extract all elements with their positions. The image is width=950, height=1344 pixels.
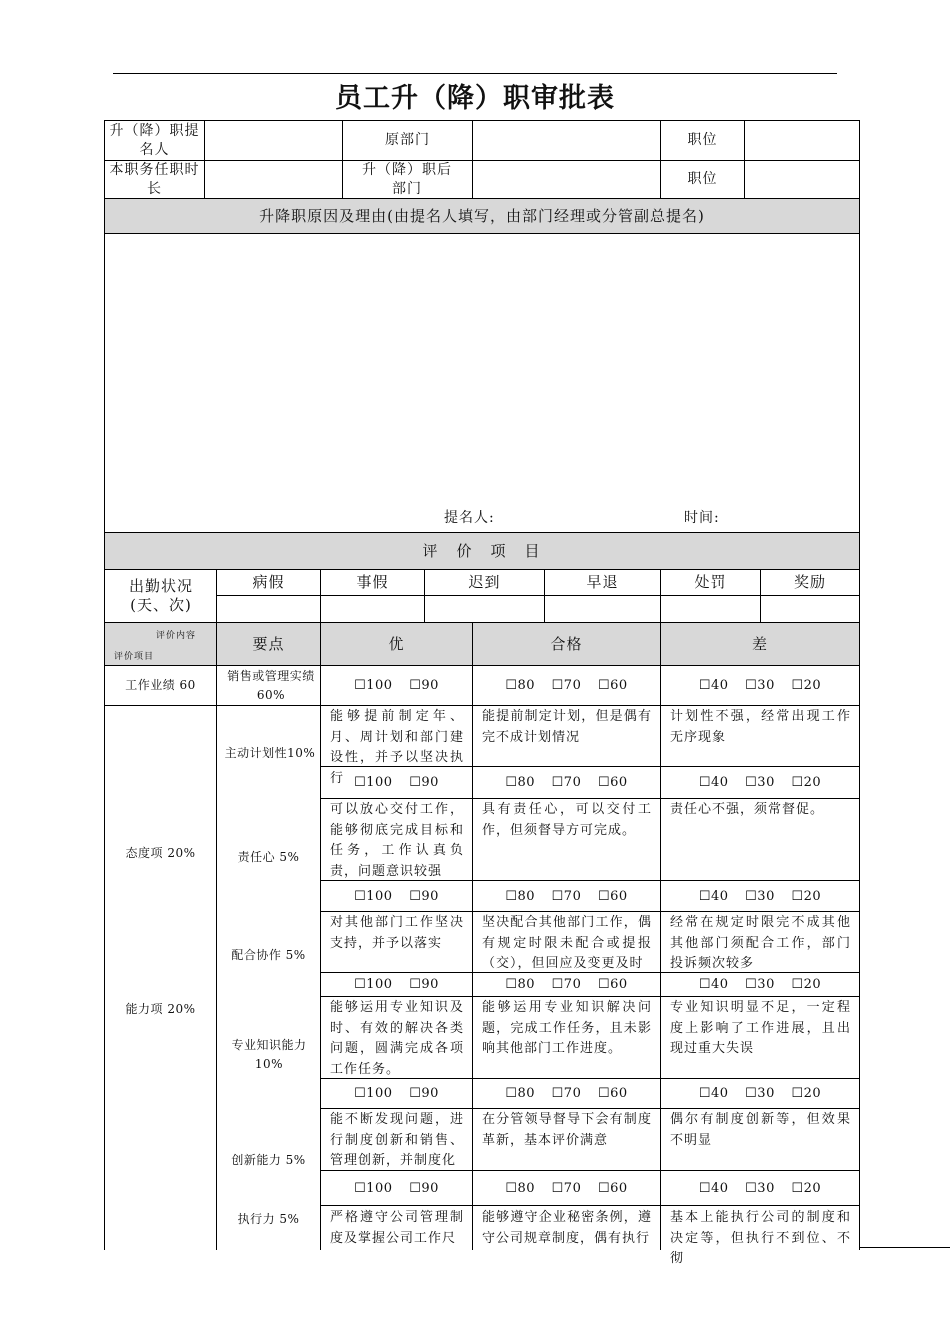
cb-responsibility-pass[interactable]: ☐80 ☐70 ☐60 bbox=[505, 888, 628, 904]
edge-rule bbox=[860, 1247, 950, 1248]
desc-planning-pass: 能提前制定计划，但是偶有完不成计划情况 bbox=[482, 709, 652, 745]
att-personal-label: 事假 bbox=[356, 573, 389, 591]
att-personal-field[interactable] bbox=[321, 596, 424, 622]
item-expertise: 专业知识能力10% bbox=[231, 1038, 307, 1071]
new-dept-label: 升（降）职后部门 bbox=[362, 161, 452, 197]
desc-innovation-excellent: 能不断发现问题，进行制度创新和销售、管理创新，并制度化 bbox=[330, 1112, 464, 1168]
tenure-label: 本职务任职时长 bbox=[109, 161, 200, 197]
cb-expertise-pass[interactable]: ☐80 ☐70 ☐60 bbox=[505, 1086, 628, 1101]
desc-responsibility-pass: 具有责任心，可以交付工作，但须督导方可完成。 bbox=[482, 802, 652, 838]
poor-header: 差 bbox=[751, 634, 768, 653]
reason-text-area[interactable] bbox=[105, 234, 859, 504]
cb-cooperation-pass[interactable]: ☐80 ☐70 ☐60 bbox=[505, 977, 628, 992]
nominee-field[interactable] bbox=[205, 121, 342, 160]
cb-expertise-excellent[interactable]: ☐100 ☐90 bbox=[354, 1086, 439, 1101]
desc-expertise-poor: 专业知识明显不足，一定程度上影响了工作进展，且出现过重大失误 bbox=[670, 1000, 851, 1056]
desc-planning-excellent: 能够提前制定年、月、周计划和部门建设性，并予以坚决执行 bbox=[330, 709, 464, 786]
att-reward-field[interactable] bbox=[761, 596, 859, 622]
cb-sales-excellent[interactable]: ☐100 ☐90 bbox=[354, 678, 439, 693]
att-penalty-label: 处罚 bbox=[694, 573, 727, 591]
cb-planning-poor[interactable]: ☐40 ☐30 ☐20 bbox=[698, 775, 822, 790]
pass-header: 合格 bbox=[550, 634, 583, 653]
att-reward-label: 奖励 bbox=[793, 573, 826, 591]
cb-sales-poor[interactable]: ☐40 ☐30 ☐20 bbox=[698, 678, 822, 693]
eval-heading: 评 价 项 目 bbox=[422, 541, 542, 560]
hline bbox=[320, 798, 860, 799]
cb-cooperation-excellent[interactable]: ☐100 ☐90 bbox=[354, 977, 439, 992]
vline bbox=[859, 120, 860, 1250]
hline bbox=[320, 1205, 860, 1206]
nominator-field[interactable] bbox=[514, 506, 674, 530]
desc-cooperation-pass: 坚决配合其他部门工作，偶有规定时限未配合或提报（交），但回应及变更及时 bbox=[482, 915, 652, 971]
item-planning: 主动计划性10% bbox=[224, 745, 316, 760]
cb-sales-pass[interactable]: ☐80 ☐70 ☐60 bbox=[505, 678, 628, 693]
cb-innovation-poor[interactable]: ☐40 ☐30 ☐20 bbox=[698, 1180, 822, 1196]
att-sick-field[interactable] bbox=[217, 596, 320, 622]
key-points-header: 要点 bbox=[252, 634, 285, 653]
hline bbox=[320, 996, 860, 997]
desc-planning-poor: 计划性不强，经常出现工作无序现象 bbox=[670, 709, 851, 745]
hline bbox=[104, 705, 860, 706]
top-rule bbox=[113, 73, 837, 74]
position-field[interactable] bbox=[745, 121, 859, 160]
reason-heading: 升降职原因及理由(由提名人填写，由部门经理或分管副总提名) bbox=[259, 206, 705, 225]
eval-content-label: 评价内容 bbox=[156, 631, 197, 641]
cb-planning-pass[interactable]: ☐80 ☐70 ☐60 bbox=[505, 775, 628, 790]
hline bbox=[320, 1108, 860, 1109]
desc-cooperation-excellent: 对其他部门工作坚决支持，并予以落实 bbox=[330, 915, 464, 951]
cb-expertise-poor[interactable]: ☐40 ☐30 ☐20 bbox=[698, 1086, 822, 1101]
new-dept-field[interactable] bbox=[473, 161, 660, 198]
item-innovation: 创新能力 5% bbox=[231, 1153, 306, 1167]
time-field[interactable] bbox=[744, 506, 854, 530]
page-title: 员工升（降）职审批表 bbox=[335, 83, 615, 114]
cb-cooperation-poor[interactable]: ☐40 ☐30 ☐20 bbox=[698, 977, 822, 992]
desc-responsibility-poor: 责任心不强，须常督促。 bbox=[670, 802, 825, 817]
item-execution: 执行力 5% bbox=[237, 1212, 300, 1226]
item-sales: 销售或管理实绩 60% bbox=[227, 668, 315, 702]
att-early-field[interactable] bbox=[545, 596, 660, 622]
att-late-label: 迟到 bbox=[468, 573, 501, 591]
desc-execution-excellent: 严格遵守公司管理制度及掌握公司工作尺 bbox=[330, 1210, 464, 1246]
desc-innovation-poor: 偶尔有制度创新等，但效果不明显 bbox=[670, 1112, 851, 1148]
att-sick-label: 病假 bbox=[252, 573, 285, 591]
time-label: 时间: bbox=[684, 509, 720, 526]
attendance-label: 出勤状况(天、次) bbox=[128, 577, 193, 614]
cb-innovation-excellent[interactable]: ☐100 ☐90 bbox=[354, 1180, 439, 1196]
category-attitude: 态度项 20% bbox=[125, 845, 196, 860]
position-field-2[interactable] bbox=[745, 161, 859, 198]
position-label: 职位 bbox=[687, 132, 718, 148]
tenure-field[interactable] bbox=[205, 161, 342, 198]
att-late-field[interactable] bbox=[425, 596, 544, 622]
eval-item-label: 评价项目 bbox=[114, 652, 155, 662]
approval-form bbox=[104, 120, 860, 1266]
nominator-label: 提名人: bbox=[444, 509, 495, 526]
desc-execution-poor: 基本上能执行公司的制度和决定等，但执行不到位、不彻 bbox=[670, 1210, 851, 1266]
item-responsibility: 责任心 5% bbox=[237, 850, 300, 864]
category-ability: 能力项 20% bbox=[125, 1001, 196, 1016]
orig-dept-label: 原部门 bbox=[385, 132, 430, 148]
cb-planning-excellent[interactable]: ☐100 ☐90 bbox=[354, 775, 439, 790]
desc-expertise-pass: 能够运用专业知识解决问题，完成工作任务，且未影响其他部门工作进度。 bbox=[482, 1000, 652, 1056]
item-cooperation: 配合协作 5% bbox=[231, 948, 306, 962]
category-performance: 工作业绩 60 bbox=[125, 678, 196, 692]
cb-responsibility-excellent[interactable]: ☐100 ☐90 bbox=[354, 888, 439, 904]
orig-dept-field[interactable] bbox=[473, 121, 660, 160]
cb-innovation-pass[interactable]: ☐80 ☐70 ☐60 bbox=[505, 1180, 628, 1196]
desc-cooperation-poor: 经常在规定时限完不成其他其他部门须配合工作，部门投诉频次较多 bbox=[670, 915, 851, 971]
desc-innovation-pass: 在分管领导督导下会有制度革新，基本评价满意 bbox=[482, 1112, 652, 1148]
desc-responsibility-excellent: 可以放心交付工作，能够彻底完成目标和任务，工作认真负责，问题意识较强 bbox=[330, 802, 464, 879]
hline bbox=[320, 911, 860, 912]
nominee-label: 升（降）职提名人 bbox=[109, 122, 200, 158]
desc-execution-pass: 能够遵守企业秘密条例，遵守公司规章制度，偶有执行 bbox=[482, 1210, 652, 1246]
att-early-label: 早退 bbox=[586, 573, 619, 591]
position-label-2: 职位 bbox=[687, 171, 718, 187]
desc-expertise-excellent: 能够运用专业知识及时、有效的解决各类问题，圆满完成各项工作任务。 bbox=[330, 1000, 464, 1077]
att-penalty-field[interactable] bbox=[661, 596, 760, 622]
excellent-header: 优 bbox=[388, 634, 405, 653]
cb-responsibility-poor[interactable]: ☐40 ☐30 ☐20 bbox=[698, 888, 822, 904]
